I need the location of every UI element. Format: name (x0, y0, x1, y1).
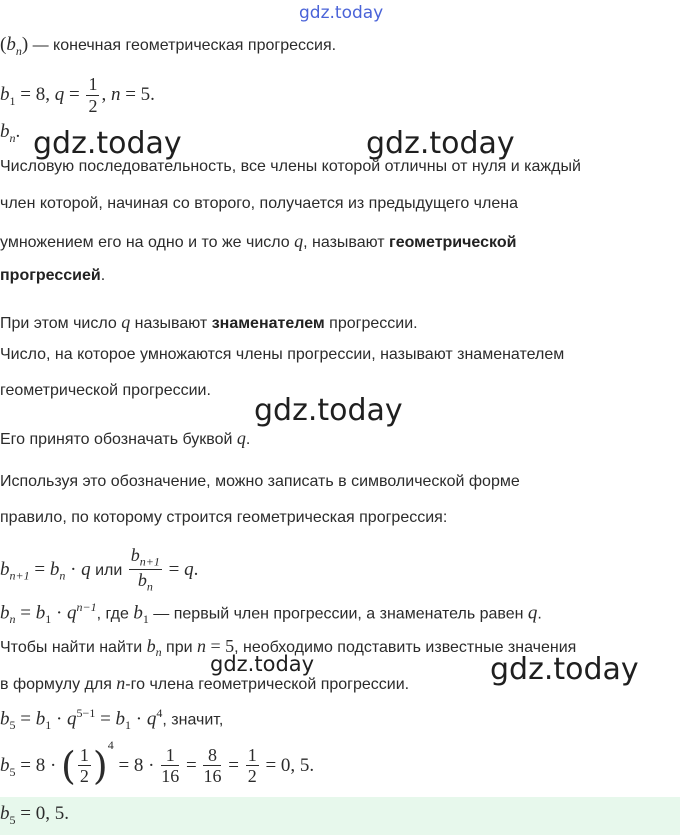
recurrence-formula: $b_{n+1} = b_n \cdot q$ или $\frac{b_{n+1}}{b_n}$ = q. (0, 545, 199, 594)
term-denominator: знаменателем (211, 315, 325, 332)
denominator-line-2: Число, на которое умножаются члены прогрессии, называют знаменателем (0, 346, 565, 363)
denominator-line-3: геометрической прогрессии. (0, 382, 211, 399)
denominator-line-1: При этом число q называют знаменателем прогрессии. (0, 312, 418, 332)
definition-line-3: умножением его на одно и то же число q, называют геометрической (0, 231, 517, 251)
given-values: $b_1 = 8$, q = $\frac{1}{2}$ , n = 5. (0, 74, 155, 116)
nth-term-formula: $b_n = b_1 \cdot q^{n-1}$, где $b_1$ — первый член прогрессии, а знаменатель равен q. (0, 600, 542, 627)
math-bn-paren: $(b_n)$ (0, 34, 29, 58)
watermark-2: gdz.today (366, 126, 515, 161)
answer-box (0, 797, 680, 835)
calculation-formula: $b_5 = 8$ · ( $\frac{1}{2}$ )$^4$ = 8 · $\frac{1}{16}$ = $\frac{8}{16}$ = $\frac{1}{2}$ = 0, 5. (0, 738, 315, 788)
find-bn: $b_n$. (0, 121, 21, 145)
definition-line-4: прогрессией. (0, 267, 106, 284)
answer-formula: $b_5 = 0$, 5. (0, 803, 69, 827)
watermark-4: gdz.today (210, 652, 315, 676)
watermark-5: gdz.today (490, 652, 639, 687)
given-line (0, 34, 336, 59)
letter-line: Его принято обозначать буквой q. (0, 428, 251, 448)
symbolic-line-1: Используя это обозначение, можно записать в символической форме (0, 473, 520, 490)
watermark-top: gdz.today (299, 3, 384, 23)
symbolic-line-2: правило, по которому строится геометрическая прогрессия: (0, 509, 448, 526)
watermark-1: gdz.today (33, 126, 182, 161)
watermark-3: gdz.today (254, 393, 403, 428)
b5-formula: $b_5 = b_1 \cdot q^{5-1} = b_1 \cdot q^4$, значит, (0, 706, 224, 733)
find-line-1: Чтобы найти найти $b_n$ при n = 5, необходимо подставить известные значения (0, 636, 577, 660)
given-text: — конечная геометрическая прогрессия. (28, 37, 337, 54)
find-line-2: в формулу для n-го члена геометрической прогрессии. (0, 673, 410, 693)
term-progression: прогрессией (0, 267, 101, 284)
definition-line-1: Числовую последовательность, все члены которой отличны от нуля и каждый (0, 158, 581, 175)
term-geometric: геометрической (389, 234, 517, 251)
definition-line-2: член которой, начиная со второго, получается из предыдущего члена (0, 195, 518, 212)
